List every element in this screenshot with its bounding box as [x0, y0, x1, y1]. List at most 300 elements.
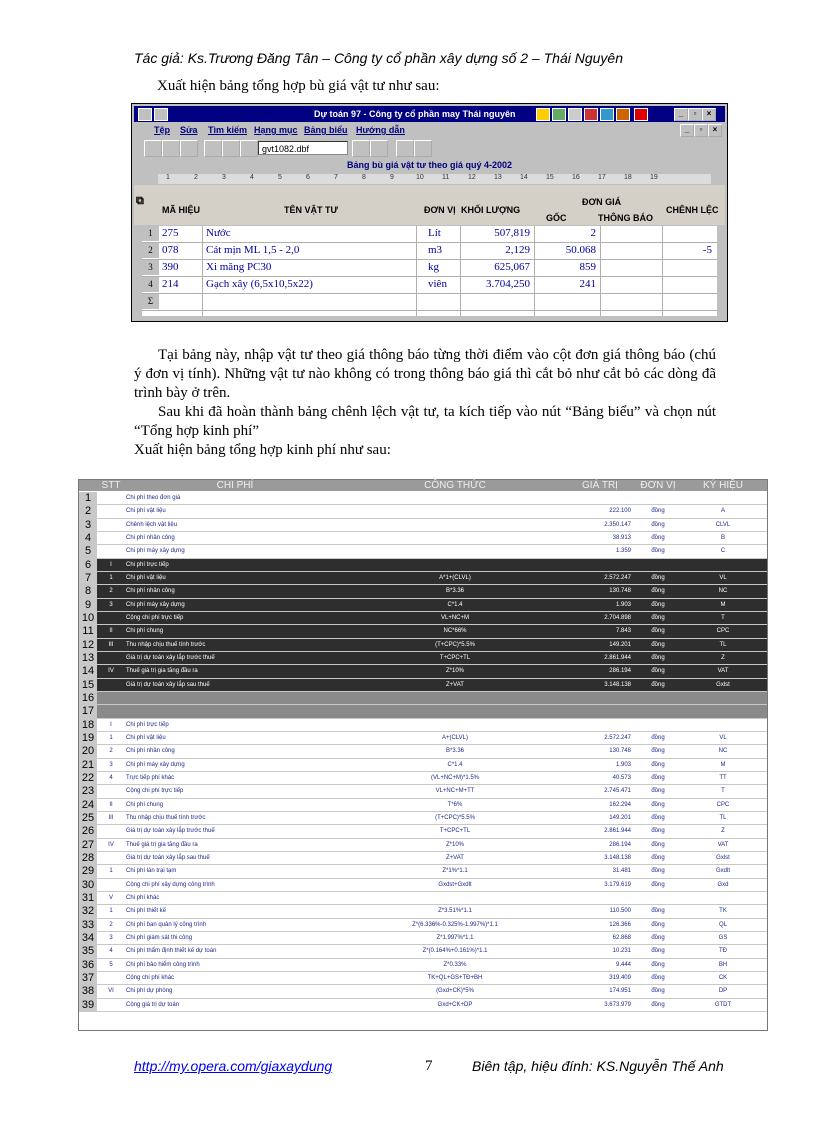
cell-ky-hieu[interactable]: QL — [718, 921, 727, 928]
cell-chi-phi[interactable]: Thuế giá trị gia tăng đầu ra — [126, 668, 198, 675]
down-arrow-icon[interactable] — [414, 140, 432, 157]
pencil-icon[interactable] — [370, 140, 388, 157]
cell-cong-thuc[interactable]: (T+CPC)*5.5% — [435, 641, 475, 648]
cell-stt[interactable]: 1 — [109, 868, 113, 875]
cell-don-vi[interactable]: đồng — [651, 681, 665, 688]
table-row[interactable] — [79, 732, 767, 745]
cell-cong-thuc[interactable]: Z*10% — [445, 668, 464, 675]
table-row[interactable] — [79, 505, 767, 518]
table-row[interactable] — [79, 705, 767, 718]
cell-don-vi[interactable]: đồng — [651, 508, 665, 515]
minimize-icon[interactable]: _ — [674, 108, 688, 121]
cell-chi-phi[interactable]: Giá trị dự toán xây lắp sau thuế — [126, 854, 210, 861]
cell-gia-tri[interactable]: 3.148.138 — [604, 681, 631, 688]
table-row[interactable] — [79, 652, 767, 665]
cell-chi-phi[interactable]: Chi phí chung — [126, 801, 164, 808]
cell-gia-tri[interactable]: 130.748 — [609, 748, 631, 755]
cell-chi-phi[interactable]: Chi phí máy xây dựng — [126, 601, 185, 608]
table-row[interactable] — [79, 492, 767, 505]
cell-don-vi[interactable]: đồng — [651, 761, 665, 768]
cell-cong-thuc[interactable]: Z*(6.336%-0.325%-1.997%)*1.1 — [412, 921, 498, 928]
table-row[interactable] — [79, 959, 767, 972]
table-row[interactable] — [79, 745, 767, 758]
cell-gia-tri[interactable]: 174.951 — [609, 988, 631, 995]
cell-ky-hieu[interactable]: GS — [718, 934, 728, 941]
cell-ky-hieu[interactable]: TK — [719, 908, 727, 915]
table-row[interactable] — [79, 932, 767, 945]
cell-don-vi[interactable]: đồng — [651, 988, 665, 995]
cell-cong-thuc[interactable]: VL+NC+M — [440, 614, 469, 621]
cell-chi-phi[interactable]: Chi phí nhân công — [126, 588, 175, 595]
cell-gia-tri[interactable]: 10.231 — [612, 948, 631, 955]
cell-chi-phi[interactable]: Cộng chi phí trực tiếp — [126, 614, 184, 621]
cell-stt[interactable]: 4 — [109, 948, 113, 955]
cell-don-vi[interactable]: đồng — [651, 828, 665, 835]
table-row[interactable] — [79, 599, 767, 612]
toolbar — [134, 138, 725, 158]
cell-kl[interactable]: 3.704,250 — [486, 278, 530, 290]
cell-cong-thuc[interactable]: (T+CPC)*5.5% — [435, 814, 475, 821]
cell-chi-phi[interactable]: Chi phí thiết kế — [126, 908, 167, 915]
cell-gia-tri[interactable]: 38.913 — [612, 534, 631, 541]
cell-ten[interactable]: Nước — [206, 227, 231, 239]
table-row[interactable] — [79, 759, 767, 772]
cell-gia-tri[interactable]: 149.201 — [609, 814, 631, 821]
cell-stt[interactable]: 3 — [109, 761, 113, 768]
cell-chi-phi[interactable]: Chi phí chung — [126, 628, 164, 635]
cell-gia-tri[interactable]: 222.100 — [609, 508, 631, 515]
cell-cong-thuc[interactable]: TK+QL+GS+TĐ+BH — [427, 974, 483, 981]
cell-chi-phi[interactable]: Chi phí vật liệu — [126, 508, 166, 515]
up-arrow-icon[interactable] — [396, 140, 414, 157]
cell-stt[interactable]: 3 — [109, 601, 113, 608]
cell-cong-thuc[interactable]: Z*3.51%*1.1 — [438, 908, 472, 915]
cell-cong-thuc[interactable]: B*3.36 — [445, 748, 464, 755]
cell-chi-phi[interactable]: Chi phí theo đơn giá — [126, 495, 181, 501]
cell-don-vi[interactable]: đồng — [651, 548, 665, 555]
cell-stt[interactable]: IV — [108, 668, 114, 675]
cell-don-vi[interactable]: đồng — [651, 588, 665, 595]
cell-gia-tri[interactable]: 7.843 — [615, 628, 631, 635]
cell-ky-hieu[interactable]: NC — [718, 748, 728, 755]
maximize-icon[interactable]: ▫ — [694, 124, 708, 137]
cell-don-vi[interactable]: đồng — [651, 774, 665, 781]
cell-stt[interactable]: II — [109, 801, 113, 808]
table-row[interactable] — [79, 772, 767, 785]
table-row[interactable] — [79, 692, 767, 705]
table-row[interactable] — [79, 665, 767, 678]
cell-ky-hieu[interactable]: B — [720, 534, 725, 541]
table-row[interactable] — [79, 559, 767, 572]
cell-chi-phi[interactable]: Chi phí nhân công — [126, 534, 175, 541]
cell-chi-phi[interactable]: Cộng giá trị dự toán — [126, 1001, 180, 1008]
table-row[interactable] — [79, 919, 767, 932]
cell-chi-phi[interactable]: Giá trị dự toán xây lắp sau thuế — [126, 681, 210, 688]
cell-gia-tri[interactable]: 2.861.944 — [604, 654, 631, 661]
cell-stt[interactable]: 2 — [109, 748, 113, 755]
cell-ky-hieu[interactable]: Gxdlt — [715, 868, 730, 875]
cell-cong-thuc[interactable]: VL+NC+M+TT — [435, 788, 475, 795]
menu-item[interactable]: Hướng dẫn — [356, 125, 405, 135]
cell-chi-phi[interactable]: Chi phí nhân công — [126, 748, 175, 755]
cell-don-vi[interactable]: đồng — [651, 801, 665, 808]
cell-gia-tri[interactable]: 2.861.944 — [604, 828, 631, 835]
open-folder-icon[interactable] — [162, 140, 180, 157]
cell-ma[interactable]: 275 — [162, 227, 179, 239]
cell-gia-tri[interactable]: 319.409 — [609, 974, 631, 981]
cell-don-vi[interactable]: đồng — [651, 934, 665, 941]
cell-gia-tri[interactable]: 2.745.471 — [604, 788, 631, 795]
cell-ky-hieu[interactable]: M — [720, 601, 726, 608]
cell-chi-phi[interactable]: Chênh lệch vật liệu — [126, 521, 178, 528]
table-row[interactable] — [79, 639, 767, 652]
cell-cl[interactable]: -5 — [702, 244, 712, 256]
table-row[interactable] — [79, 572, 767, 585]
table-row[interactable] — [79, 612, 767, 625]
new-file-icon[interactable] — [144, 140, 162, 157]
cell-chi-phi[interactable]: Chi phí thẩm định thiết kế dự toán — [126, 948, 217, 955]
cell-cong-thuc[interactable]: (Gxd+CK)*5% — [436, 988, 474, 995]
cell-don-vi[interactable]: đồng — [651, 948, 665, 955]
table-row[interactable] — [79, 892, 767, 905]
cell-chi-phi[interactable]: Chi phí trực tiếp — [126, 561, 169, 568]
cell-don-vi[interactable]: đồng — [651, 574, 665, 581]
cell-gia-tri[interactable]: 2.572.247 — [604, 734, 631, 741]
edit-icon[interactable] — [240, 140, 258, 157]
cell-ky-hieu[interactable]: CPC — [716, 628, 730, 635]
cell-stt[interactable]: I — [110, 561, 112, 568]
cell-chi-phi[interactable]: Giá trị dự toán xây lắp trước thuế — [126, 828, 215, 835]
cell-don-vi[interactable]: đồng — [651, 614, 665, 621]
ruler-mark: 1 — [166, 174, 170, 181]
cell-gia-tri[interactable]: 110.500 — [609, 908, 631, 915]
cell-gia-tri[interactable]: 149.201 — [609, 641, 631, 648]
cell-ky-hieu[interactable]: DP — [718, 988, 728, 995]
cell-ky-hieu[interactable]: Gxlst — [716, 681, 730, 688]
cell-gia-tri[interactable]: 2.572.247 — [604, 574, 631, 581]
cell-don-vi[interactable]: đồng — [651, 734, 665, 741]
cell-dv[interactable]: m3 — [428, 244, 443, 256]
cell-stt[interactable]: 3 — [109, 934, 113, 941]
cell-gia-tri[interactable]: 3.179.619 — [604, 881, 631, 888]
cell-gia-tri[interactable]: 62.868 — [612, 934, 631, 941]
table-row[interactable] — [79, 545, 767, 558]
table-row[interactable] — [142, 277, 717, 294]
cell-ky-hieu[interactable]: Gxd — [717, 881, 729, 888]
table-row[interactable] — [79, 625, 767, 638]
cell-ky-hieu[interactable]: C — [720, 548, 726, 555]
cell-chi-phi[interactable]: Chi phí vật liệu — [126, 574, 166, 581]
header-khoi-luong: KHỐI LƯỢNG — [461, 205, 521, 215]
cell-ky-hieu[interactable]: TT — [719, 774, 727, 781]
cell-don-vi[interactable]: đồng — [651, 974, 665, 981]
ruler-mark: 5 — [278, 174, 282, 181]
table-row[interactable] — [79, 999, 767, 1012]
table-row[interactable] — [79, 852, 767, 865]
cell-ky-hieu[interactable]: VAT — [717, 668, 729, 675]
cell-chi-phi[interactable]: Chi phí máy xây dựng — [126, 761, 185, 768]
cell-gia-tri[interactable]: 286.194 — [609, 841, 631, 848]
print-icon[interactable] — [204, 140, 222, 157]
cell-cong-thuc[interactable]: Gxdst+Gxdlt — [438, 881, 472, 888]
cell-ky-hieu[interactable]: CPC — [716, 801, 730, 808]
cell-don-vi[interactable]: đồng — [651, 748, 665, 755]
row-number: 16 — [79, 692, 97, 705]
cell-don-vi[interactable]: đồng — [651, 641, 665, 648]
cell-cong-thuc[interactable]: Z*(0.164%+0.161%)*1.1 — [422, 948, 488, 955]
table-row[interactable] — [142, 226, 717, 243]
cell-goc[interactable]: 50.068 — [565, 244, 596, 256]
cell-ky-hieu[interactable]: A — [720, 508, 725, 515]
cell-chi-phi[interactable]: Chi phí bảo hiểm công trình — [126, 961, 200, 968]
cell-goc[interactable]: 241 — [579, 278, 596, 290]
cell-cong-thuc[interactable]: Z*1.997%*1.1 — [436, 934, 474, 941]
toolbar-icon[interactable] — [536, 108, 550, 121]
cell-stt[interactable]: III — [108, 814, 114, 821]
row-number: 13 — [79, 652, 97, 665]
cell-cong-thuc[interactable]: A+(CLVL) — [441, 734, 469, 741]
cell-cong-thuc[interactable]: T+CPC+TL — [439, 828, 471, 835]
cell-stt[interactable]: 4 — [109, 774, 113, 781]
cell-gia-tri[interactable]: 130.748 — [609, 588, 631, 595]
cell-gia-tri[interactable]: 31.481 — [612, 868, 631, 875]
table-row[interactable] — [79, 905, 767, 918]
copy-icon[interactable]: ⧉ — [136, 195, 144, 207]
cell-don-vi[interactable]: đồng — [651, 881, 665, 888]
grid-icon[interactable] — [352, 140, 370, 157]
table-row[interactable] — [79, 812, 767, 825]
cell-cong-thuc[interactable]: NC*66% — [443, 628, 467, 635]
menu-item[interactable]: Tệp — [154, 125, 171, 135]
cell-don-vi[interactable]: đồng — [651, 961, 665, 968]
cell-chi-phi[interactable]: Trực tiếp phí khác — [126, 774, 175, 781]
file-select[interactable]: gvt1082.dbf — [258, 141, 348, 155]
cell-don-vi[interactable]: đồng — [651, 601, 665, 608]
cell-chi-phi[interactable]: Giá trị dự toán xây lắp trước thuế — [126, 654, 215, 661]
cell-kl[interactable]: 507,819 — [494, 227, 530, 239]
table-row[interactable] — [79, 839, 767, 852]
cell-ky-hieu[interactable]: TĐ — [719, 948, 727, 955]
minimize-icon[interactable]: _ — [680, 124, 694, 137]
cell-kl[interactable]: 625,067 — [494, 261, 530, 273]
cell-chi-phi[interactable]: Thu nhập chịu thuế tính trước — [126, 814, 206, 821]
cell-ky-hieu[interactable]: CK — [718, 974, 728, 981]
cell-ky-hieu[interactable]: VL — [719, 734, 727, 741]
table-row[interactable] — [79, 985, 767, 998]
cell-gia-tri[interactable]: 40.573 — [612, 774, 631, 781]
row-number: 31 — [79, 892, 97, 905]
cell-chi-phi[interactable]: Cộng chi phí khác — [126, 974, 175, 981]
close-icon[interactable]: × — [702, 108, 716, 121]
cell-cong-thuc[interactable]: A*1+(CLVL) — [439, 574, 471, 581]
cell-ten[interactable]: Gạch xây (6,5x10,5x22) — [206, 278, 313, 290]
cell-cong-thuc[interactable]: Z*0.33% — [443, 961, 467, 968]
cell-ky-hieu[interactable]: M — [720, 761, 726, 768]
cell-ky-hieu[interactable]: CLVL — [715, 521, 731, 528]
cell-don-vi[interactable]: đồng — [651, 628, 665, 635]
cell-cong-thuc[interactable]: B*3.36 — [445, 588, 464, 595]
cell-gia-tri[interactable]: 162.294 — [609, 801, 631, 808]
cell-stt[interactable]: 1 — [109, 574, 113, 581]
table-row[interactable] — [79, 879, 767, 892]
cell-chi-phi[interactable]: Chi phí trực tiếp — [126, 721, 169, 728]
menu-item[interactable]: Hạng mục — [254, 125, 298, 135]
cell-chi-phi[interactable]: Chi phí dự phòng — [126, 988, 173, 995]
table-row[interactable] — [79, 865, 767, 878]
cell-cong-thuc[interactable]: C*1.4 — [447, 761, 463, 768]
header-don-vi: ĐƠN VỊ — [640, 480, 676, 491]
cell-don-vi[interactable]: đồng — [651, 908, 665, 915]
table-row[interactable] — [79, 972, 767, 985]
cell-stt[interactable]: V — [108, 894, 113, 901]
cell-dv[interactable]: Lít — [428, 227, 441, 239]
cell-chi-phi[interactable]: Chi phí giám sát thi công — [126, 934, 193, 941]
cell-gia-tri[interactable]: 126.366 — [609, 921, 631, 928]
toolbar-icon[interactable] — [600, 108, 614, 121]
cell-don-vi[interactable]: đồng — [651, 814, 665, 821]
menu-item[interactable]: Tìm kiếm — [208, 125, 248, 135]
row-number: 29 — [79, 865, 97, 878]
save-icon[interactable] — [180, 140, 198, 157]
cell-stt[interactable]: 5 — [109, 961, 113, 968]
cell-gia-tri[interactable]: 9.444 — [615, 961, 631, 968]
cell-goc[interactable]: 2 — [590, 227, 596, 239]
cell-don-vi[interactable]: đồng — [651, 841, 665, 848]
table-row[interactable] — [79, 719, 767, 732]
table-row[interactable] — [79, 585, 767, 598]
cell-don-vi[interactable]: đồng — [651, 921, 665, 928]
cell-cong-thuc[interactable]: T+CPC+TL — [439, 654, 471, 661]
cell-don-vi[interactable]: đồng — [651, 788, 665, 795]
cell-dv[interactable]: viên — [428, 278, 447, 290]
cell-cong-thuc[interactable]: (VL+NC+M)*1.5% — [430, 774, 480, 781]
cell-ky-hieu[interactable]: GTDT — [714, 1001, 732, 1008]
cell-stt[interactable]: 1 — [109, 734, 113, 741]
cell-ky-hieu[interactable]: TL — [719, 641, 727, 648]
cell-ky-hieu[interactable]: BH — [718, 961, 728, 968]
cell-cong-thuc[interactable]: C*1.4 — [447, 601, 463, 608]
cell-ma[interactable]: 214 — [162, 278, 179, 290]
close-icon[interactable]: × — [708, 124, 722, 137]
cell-ten[interactable]: Cát mịn ML 1,5 - 2,0 — [206, 244, 300, 256]
table-row[interactable] — [79, 799, 767, 812]
cell-gia-tri[interactable]: 1.359 — [615, 548, 631, 555]
toolbar-icon[interactable] — [568, 108, 582, 121]
cell-cong-thuc[interactable]: Z+VAT — [446, 681, 464, 688]
cell-gia-tri[interactable]: 3.673.979 — [604, 1001, 631, 1008]
cell-cong-thuc[interactable]: Z*10% — [445, 841, 464, 848]
cell-cong-thuc[interactable]: Z+VAT — [446, 854, 464, 861]
cell-chi-phi[interactable]: Cộng chi phí xây dựng công trình — [126, 881, 215, 888]
cell-don-vi[interactable]: đồng — [651, 854, 665, 861]
cell-dv[interactable]: kg — [428, 261, 439, 273]
cell-chi-phi[interactable]: Chi phí ban quản lý công trình — [126, 921, 207, 928]
cell-cong-thuc[interactable]: Gxd+CK+DP — [437, 1001, 473, 1008]
cell-gia-tri[interactable]: 2.350.147 — [604, 521, 631, 528]
cell-gia-tri[interactable]: 1.903 — [615, 761, 631, 768]
table-row[interactable] — [79, 785, 767, 798]
menu-item[interactable]: Sửa — [180, 125, 198, 135]
cell-chi-phi[interactable]: Chi phí khác — [126, 894, 160, 901]
row-number: 36 — [79, 959, 97, 972]
toolbar-icon[interactable] — [584, 108, 598, 121]
table-row[interactable] — [79, 519, 767, 532]
cell-ma[interactable]: 078 — [162, 244, 179, 256]
toolbar-icon[interactable] — [634, 108, 648, 121]
ruler-mark: 8 — [362, 174, 366, 181]
row-number: 19 — [79, 732, 97, 745]
table-row[interactable] — [79, 532, 767, 545]
cell-cong-thuc[interactable]: T*6% — [447, 801, 463, 808]
cell-chi-phi[interactable]: Chi phí lán trại tạm — [126, 868, 177, 875]
table-row[interactable] — [79, 679, 767, 692]
cell-don-vi[interactable]: đồng — [651, 654, 665, 661]
cell-chi-phi[interactable]: Thuế giá trị gia tăng đầu ra — [126, 841, 198, 848]
maximize-icon[interactable]: ▫ — [688, 108, 702, 121]
toolbar-icon[interactable] — [616, 108, 630, 121]
cell-ten[interactable]: Xi măng PC30 — [206, 261, 272, 273]
cell-don-vi[interactable]: đồng — [651, 668, 665, 675]
sigma-cell: Σ — [142, 294, 159, 309]
cell-chi-phi[interactable]: Chi phí máy xây dựng — [126, 548, 185, 555]
cell-ma[interactable]: 390 — [162, 261, 179, 273]
table-row[interactable] — [142, 243, 717, 260]
cell-ky-hieu[interactable]: TL — [719, 814, 727, 821]
cell-chi-phi[interactable]: Chi phí vật liệu — [126, 734, 166, 741]
cell-ky-hieu[interactable]: T — [721, 788, 725, 795]
cell-don-vi[interactable]: đồng — [651, 521, 665, 528]
cell-don-vi[interactable]: đồng — [651, 1001, 665, 1008]
cell-stt[interactable]: IV — [108, 841, 114, 848]
menu-item[interactable]: Bảng biểu — [304, 125, 348, 135]
row-number: 39 — [79, 999, 97, 1012]
cell-chi-phi[interactable]: Thu nhập chịu thuế tính trước — [126, 641, 206, 648]
cell-cong-thuc[interactable]: Z*1%*1.1 — [442, 868, 468, 875]
tools-icon[interactable] — [222, 140, 240, 157]
cell-don-vi[interactable]: đồng — [651, 868, 665, 875]
cell-gia-tri[interactable]: 3.148.138 — [604, 854, 631, 861]
toolbar-icon[interactable] — [552, 108, 566, 121]
table-row[interactable] — [142, 260, 717, 277]
cell-ky-hieu[interactable]: T — [721, 614, 725, 621]
cell-ky-hieu[interactable]: Gxlst — [716, 854, 730, 861]
table-row[interactable] — [79, 945, 767, 958]
cell-gia-tri[interactable]: 286.194 — [609, 668, 631, 675]
cell-ky-hieu[interactable]: NC — [718, 588, 728, 595]
cell-stt[interactable]: III — [108, 641, 114, 648]
cell-ky-hieu[interactable]: Z — [721, 828, 725, 835]
cell-ky-hieu[interactable]: Z — [721, 654, 725, 661]
table-row[interactable] — [142, 294, 717, 311]
cell-ky-hieu[interactable]: VL — [719, 574, 727, 581]
table-row[interactable] — [79, 825, 767, 838]
cell-gia-tri[interactable]: 1.903 — [615, 601, 631, 608]
cell-gia-tri[interactable]: 2.704.898 — [604, 614, 631, 621]
cell-stt[interactable]: I — [110, 721, 112, 728]
cell-stt[interactable]: II — [109, 628, 113, 635]
ruler-mark: 18 — [624, 174, 632, 181]
cell-kl[interactable]: 2,129 — [505, 244, 530, 256]
cell-stt[interactable]: 1 — [109, 908, 113, 915]
cell-chi-phi[interactable]: Cộng chi phí trực tiếp — [126, 788, 184, 795]
footer-link[interactable]: http://my.opera.com/giaxaydung — [134, 1058, 333, 1074]
cell-stt[interactable]: 2 — [109, 921, 113, 928]
cell-stt[interactable]: 2 — [109, 588, 113, 595]
cell-ky-hieu[interactable]: VAT — [717, 841, 729, 848]
cell-stt[interactable]: VI — [108, 988, 114, 995]
cell-don-vi[interactable]: đồng — [651, 534, 665, 541]
cell-goc[interactable]: 859 — [579, 261, 596, 273]
